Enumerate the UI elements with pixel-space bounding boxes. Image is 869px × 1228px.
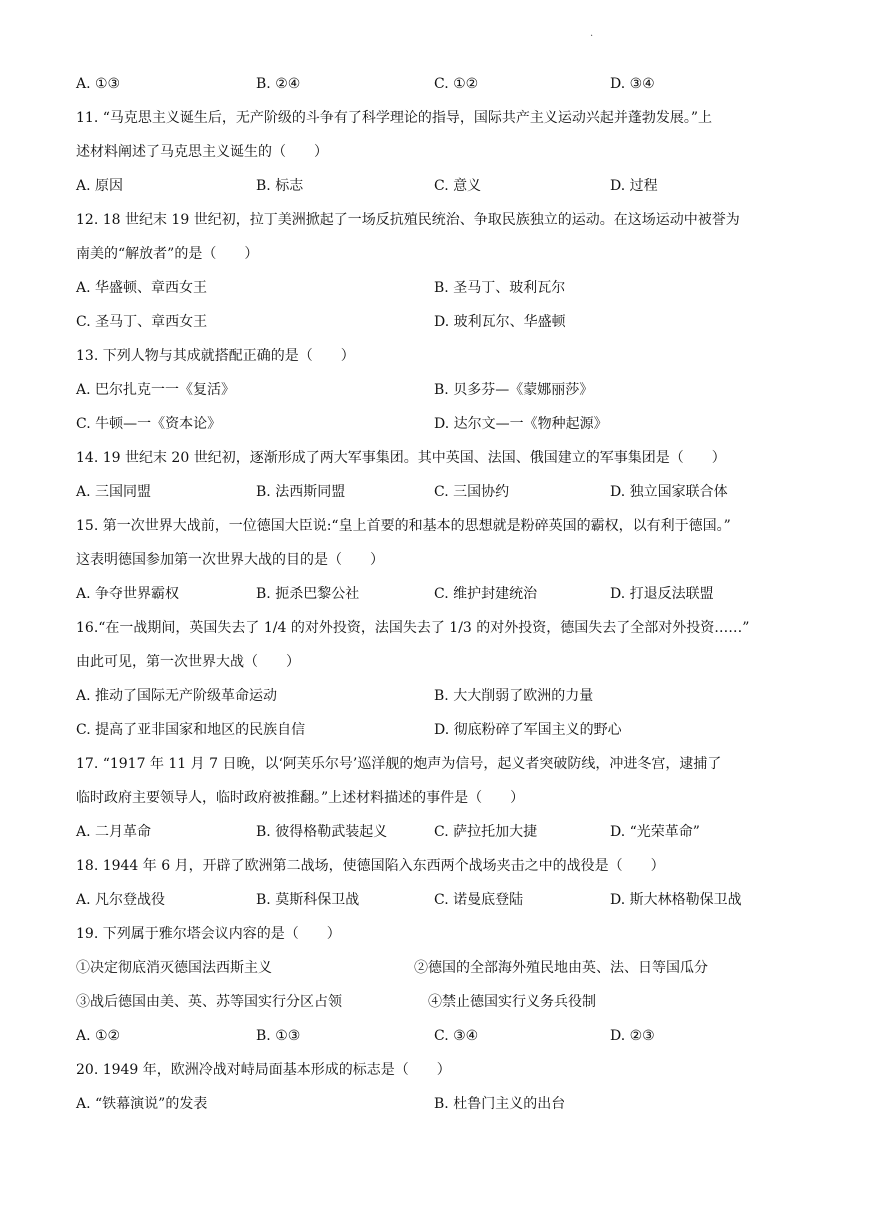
q12-stem-line-1: 12. 18 世纪末 19 世纪初，拉丁美洲掀起了一场反抗殖民统治、争取民族独立的运动。在这场运动中被誉为 bbox=[76, 212, 740, 228]
q16-option-a[interactable]: A. 推动了国际无产阶级革命运动 bbox=[76, 688, 278, 704]
q20-options-row-1 bbox=[76, 1090, 796, 1124]
question-20 bbox=[76, 1056, 796, 1124]
q19-options bbox=[76, 1022, 796, 1056]
q10-option-c[interactable]: C. ①② bbox=[434, 76, 479, 92]
q16-stem-line-1: 16.“在一战期间，英国失去了 1/4 的对外投资，法国失去了 1/3 的对外投资，德国失去了全部对外投资……” bbox=[76, 620, 750, 636]
question-15 bbox=[76, 512, 796, 614]
q16-options-row-2 bbox=[76, 716, 796, 750]
q18-option-b[interactable]: B. 莫斯科保卫战 bbox=[256, 892, 360, 908]
q15-option-d[interactable]: D. 打退反法联盟 bbox=[610, 586, 714, 602]
question-11 bbox=[76, 104, 796, 206]
q11-stem-line-1: 11. “马克思主义诞生后，无产阶级的斗争有了科学理论的指导，国际共产主义运动兴起并蓬勃发展。”上 bbox=[76, 110, 713, 126]
q17-option-b[interactable]: B. 彼得格勒武装起义 bbox=[256, 824, 388, 840]
q13-option-b[interactable]: B. 贝多芬—《蒙娜丽莎》 bbox=[434, 382, 594, 398]
q13-options-row-2 bbox=[76, 410, 796, 444]
q18-option-c[interactable]: C. 诺曼底登陆 bbox=[434, 892, 524, 908]
q15-option-c[interactable]: C. 维护封建统治 bbox=[434, 586, 538, 602]
q10-option-d[interactable]: D. ③④ bbox=[610, 76, 655, 92]
q17-stem-line-2: 临时政府主要领导人，临时政府被推翻。”上述材料描述的事件是（ ） bbox=[76, 790, 525, 806]
question-12 bbox=[76, 206, 796, 342]
q20-option-b[interactable]: B. 杜鲁门主义的出台 bbox=[434, 1096, 566, 1112]
q13-option-d[interactable]: D. 达尔文—一《物种起源》 bbox=[434, 416, 608, 432]
q12-option-c[interactable]: C. 圣马丁、章西女王 bbox=[76, 314, 208, 330]
q12-options-row-2 bbox=[76, 308, 796, 342]
q19-option-c[interactable]: C. ③④ bbox=[434, 1028, 479, 1044]
q20-option-a[interactable]: A. “铁幕演说”的发表 bbox=[76, 1096, 208, 1112]
q16-option-b[interactable]: B. 大大削弱了欧洲的力量 bbox=[434, 688, 594, 704]
q19-items-row-2 bbox=[76, 988, 796, 1022]
q16-options-row-1 bbox=[76, 682, 796, 716]
q18-stem-line-1: 18. 1944 年 6 月，开辟了欧洲第二战场，使德国陷入东西两个战场夹击之中的战役是（ ） bbox=[76, 858, 665, 874]
q11-stem-line-2: 述材料阐述了马克思主义诞生的（ ） bbox=[76, 144, 328, 160]
q10-options bbox=[76, 70, 796, 104]
q13-stem-line-1: 13. 下列人物与其成就搭配正确的是（ ） bbox=[76, 348, 355, 364]
q15-option-a[interactable]: A. 争夺世界霸权 bbox=[76, 586, 180, 602]
q18-option-a[interactable]: A. 凡尔登战役 bbox=[76, 892, 166, 908]
q19-option-b[interactable]: B. ①③ bbox=[256, 1028, 301, 1044]
q13-option-c[interactable]: C. 牛顿—一《资本论》 bbox=[76, 416, 222, 432]
question-18 bbox=[76, 852, 796, 920]
q20-stem-line-1: 20. 1949 年，欧洲冷战对峙局面基本形成的标志是（ ） bbox=[76, 1062, 451, 1078]
q19-item-4: ④禁止德国实行义务兵役制 bbox=[428, 994, 596, 1010]
q19-items-row-1 bbox=[76, 954, 796, 988]
q15-options bbox=[76, 580, 796, 614]
q14-option-c[interactable]: C. 三国协约 bbox=[434, 484, 510, 500]
page-marker: . bbox=[590, 28, 594, 39]
q12-option-b[interactable]: B. 圣马丁、玻利瓦尔 bbox=[434, 280, 566, 296]
q18-options bbox=[76, 886, 796, 920]
q16-option-c[interactable]: C. 提高了亚非国家和地区的民族自信 bbox=[76, 722, 306, 738]
q11-option-a[interactable]: A. 原因 bbox=[76, 178, 124, 194]
q18-option-d[interactable]: D. 斯大林格勒保卫战 bbox=[610, 892, 742, 908]
q14-option-d[interactable]: D. 独立国家联合体 bbox=[610, 484, 728, 500]
q17-options bbox=[76, 818, 796, 852]
q17-option-c[interactable]: C. 萨拉托加大捷 bbox=[434, 824, 538, 840]
q14-option-b[interactable]: B. 法西斯同盟 bbox=[256, 484, 346, 500]
q12-option-a[interactable]: A. 华盛顿、章西女王 bbox=[76, 280, 208, 296]
q16-option-d[interactable]: D. 彻底粉碎了军国主义的野心 bbox=[434, 722, 622, 738]
q19-option-d[interactable]: D. ②③ bbox=[610, 1028, 655, 1044]
question-19 bbox=[76, 920, 796, 1056]
question-16 bbox=[76, 614, 796, 750]
q17-stem-line-1: 17. “1917 年 11 月 7 日晚，以‘阿芙乐尔号’巡洋舰的炮声为信号，起义者突破防线，冲进冬宫，逮捕了 bbox=[76, 756, 722, 772]
q19-item-1: ①决定彻底消灭德国法西斯主义 bbox=[76, 960, 272, 976]
q12-options-row-1 bbox=[76, 274, 796, 308]
question-17 bbox=[76, 750, 796, 852]
q13-option-a[interactable]: A. 巴尔扎克一一《复活》 bbox=[76, 382, 236, 398]
q15-stem-line-2: 这表明德国参加第一次世界大战的目的是（ ） bbox=[76, 552, 384, 568]
q11-option-d[interactable]: D. 过程 bbox=[610, 178, 658, 194]
q10-option-a[interactable]: A. ①③ bbox=[76, 76, 121, 92]
q12-option-d[interactable]: D. 玻利瓦尔、华盛顿 bbox=[434, 314, 566, 330]
q19-item-2: ②德国的全部海外殖民地由英、法、日等国瓜分 bbox=[414, 960, 708, 976]
question-13 bbox=[76, 342, 796, 444]
q10-option-b[interactable]: B. ②④ bbox=[256, 76, 301, 92]
exam-content bbox=[76, 70, 796, 1124]
q19-stem-line-1: 19. 下列属于雅尔塔会议内容的是（ ） bbox=[76, 926, 341, 942]
q12-stem-line-2: 南美的“解放者”的是（ ） bbox=[76, 246, 259, 262]
q17-option-a[interactable]: A. 二月革命 bbox=[76, 824, 152, 840]
question-14 bbox=[76, 444, 796, 512]
q14-stem-line-1: 14. 19 世纪末 20 世纪初，逐渐形成了两大军事集团。其中英国、法国、俄国建立的军事集团是（ ） bbox=[76, 450, 726, 466]
q14-options bbox=[76, 478, 796, 512]
q15-option-b[interactable]: B. 扼杀巴黎公社 bbox=[256, 586, 360, 602]
q16-stem-line-2: 由此可见，第一次世界大战（ ） bbox=[76, 654, 300, 670]
q17-option-d[interactable]: D. “光荣革命” bbox=[610, 824, 700, 840]
q11-options bbox=[76, 172, 796, 206]
q19-option-a[interactable]: A. ①② bbox=[76, 1028, 121, 1044]
q14-option-a[interactable]: A. 三国同盟 bbox=[76, 484, 152, 500]
q11-option-b[interactable]: B. 标志 bbox=[256, 178, 304, 194]
q15-stem-line-1: 15. 第一次世界大战前，一位德国大臣说:“皇上首要的和基本的思想就是粉碎英国的霸权，以有利于德国。” bbox=[76, 518, 731, 534]
q11-option-c[interactable]: C. 意义 bbox=[434, 178, 482, 194]
q13-options-row-1 bbox=[76, 376, 796, 410]
q19-item-3: ③战后德国由美、英、苏等国实行分区占领 bbox=[76, 994, 342, 1010]
